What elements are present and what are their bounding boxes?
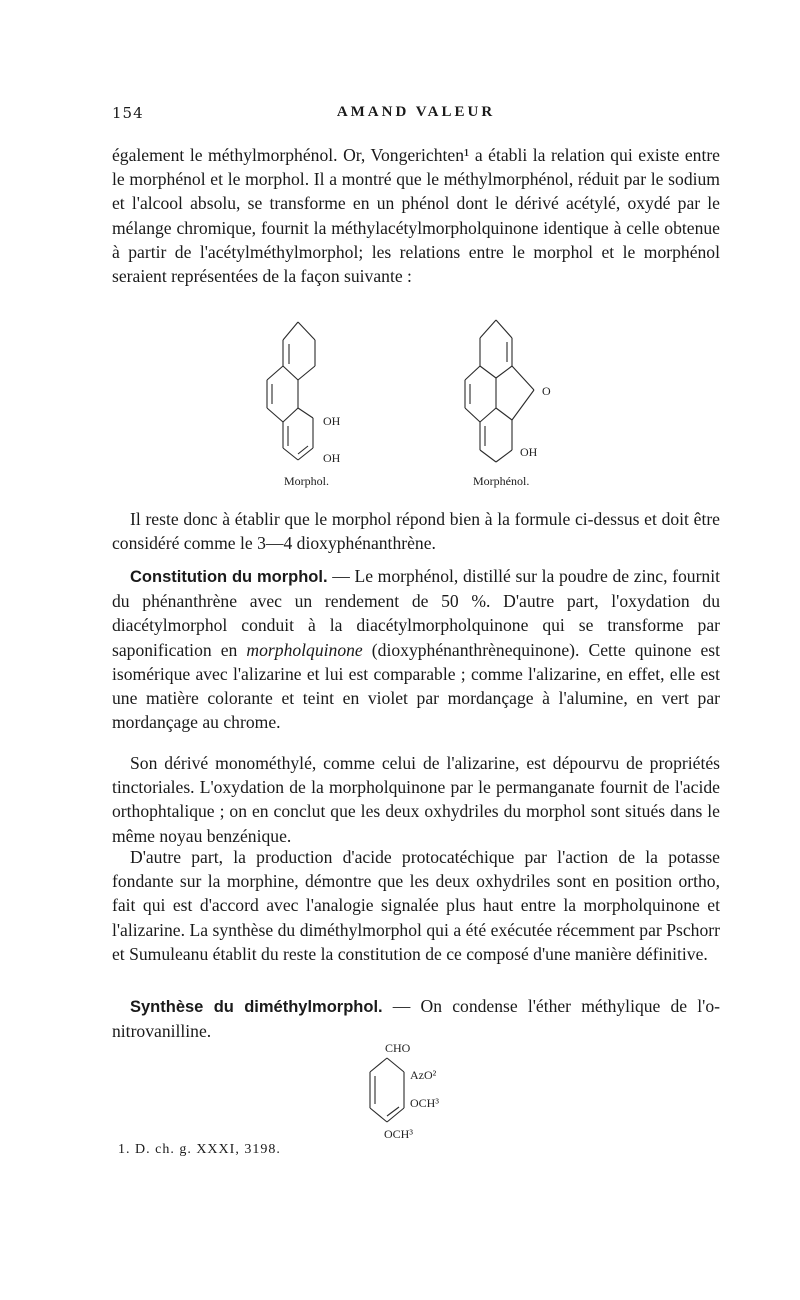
- paragraph-2: Il reste donc à établir que le morphol répond bien à la formule ci-dessus et doit être considéré comme le 3—4 dioxyphénanthrène.: [112, 509, 720, 554]
- section-heading-synthese: Synthèse du diméthylmorphol.: [130, 998, 383, 1016]
- morphenol-structure: [452, 316, 582, 468]
- morphenol-oxygen: O: [542, 384, 551, 398]
- paragraph-6-text: — On condense l'éther méthylique de l'o-nitrovanilline.: [112, 996, 720, 1042]
- morphol-caption: Morphol.: [284, 474, 329, 488]
- nitrovanillin-structure: [352, 1036, 472, 1146]
- footnote: 1. D. ch. g. XXXI, 3198.: [118, 1142, 281, 1157]
- section-heading-constitution: Constitution du morphol.: [130, 568, 328, 586]
- paragraph-1: également le méthylmorphénol. Or, Vongerichten¹ a établi la relation qui existe entre le morphénol et le morphol. Il a montré que le méthylmorphénol, réduit par le sodium et l'alcool absolu, se transforme en un phénol dont le dérivé acétylé, oxydé par le mélange chromique, fournit la méthylacétylmorpholquinone identique à celle obtenue à partir de l'acétylméthylmorphol; les relations entre le morphol et le morphénol seraient représentées de la façon suivante :: [112, 145, 720, 287]
- page-header: [112, 104, 720, 126]
- morphol-ring-top: [283, 322, 315, 380]
- running-title: AMAND VALEUR: [336, 104, 496, 120]
- paragraph-5: D'autre part, la production d'acide protocatéchique par l'action de la potasse fondante sur la morphine, démontre que les deux oxhydriles sont en position ortho, fait qui est d'accord avec l'analogie signalée plus haut entre la morpholquinone et l'alizarine. La synthèse du diméthylmorphol qui a été exécutée récemment par Pschorr et Sumuleanu établit du reste la constitution de ce composé d'une manière définitive.: [112, 847, 720, 964]
- morphol-oh-1: OH: [323, 414, 341, 428]
- paragraph-4: Son dérivé monométhylé, comme celui de l'alizarine, est dépourvu de propriétés tinctoriales. L'oxydation de la morpholquinone par le permanganate fournit de l'acide orthophtalique ; on en conclut que les deux oxhydriles du morphol sont situés dans le même noyau benzénique.: [112, 753, 720, 846]
- morphenol-caption: Morphénol.: [473, 474, 530, 488]
- morphenol-ring-top: [480, 320, 512, 378]
- nitrovanillin-cho: CHO: [385, 1041, 411, 1055]
- morphol-ring-bottom: [283, 408, 313, 460]
- nitrovanillin-och-bottom: OCH³: [384, 1127, 413, 1141]
- morpholquinone-term: morpholquinone: [246, 639, 363, 660]
- morphol-oh-2: OH: [323, 451, 341, 465]
- paragraph-3-text-a: — Le morphénol, distillé sur la poudre de zinc, fournit du phénanthrène avec un rendement de 50 %. D'autre part, l'oxydation du diacétylmorphol conduit à la diacétylmorpholquinone qui se transforme par saponification en: [112, 566, 720, 660]
- morphenol-oh: OH: [520, 445, 538, 459]
- nitrovanillin-och-right: OCH³: [410, 1096, 439, 1110]
- morphol-structure: [255, 318, 375, 468]
- morphenol-ring-bottom: [480, 408, 512, 462]
- nitrovanillin-azo: AzO²: [410, 1068, 437, 1082]
- morphol-ring-middle: [267, 366, 298, 422]
- page-number: 154: [112, 104, 144, 122]
- paragraph-3-text-b: (dioxyphénanthrènequinone). Cette quinone est isomérique avec l'alizarine et lui est comparable ; comme l'alizarine, en effet, elle est une matière colorante et teint en violet par mordançage à l'alumine, en vert par mordançage au chrome.: [112, 639, 720, 733]
- paragraph-3: [112, 564, 720, 734]
- morphenol-oxygen-bridge: [512, 366, 534, 420]
